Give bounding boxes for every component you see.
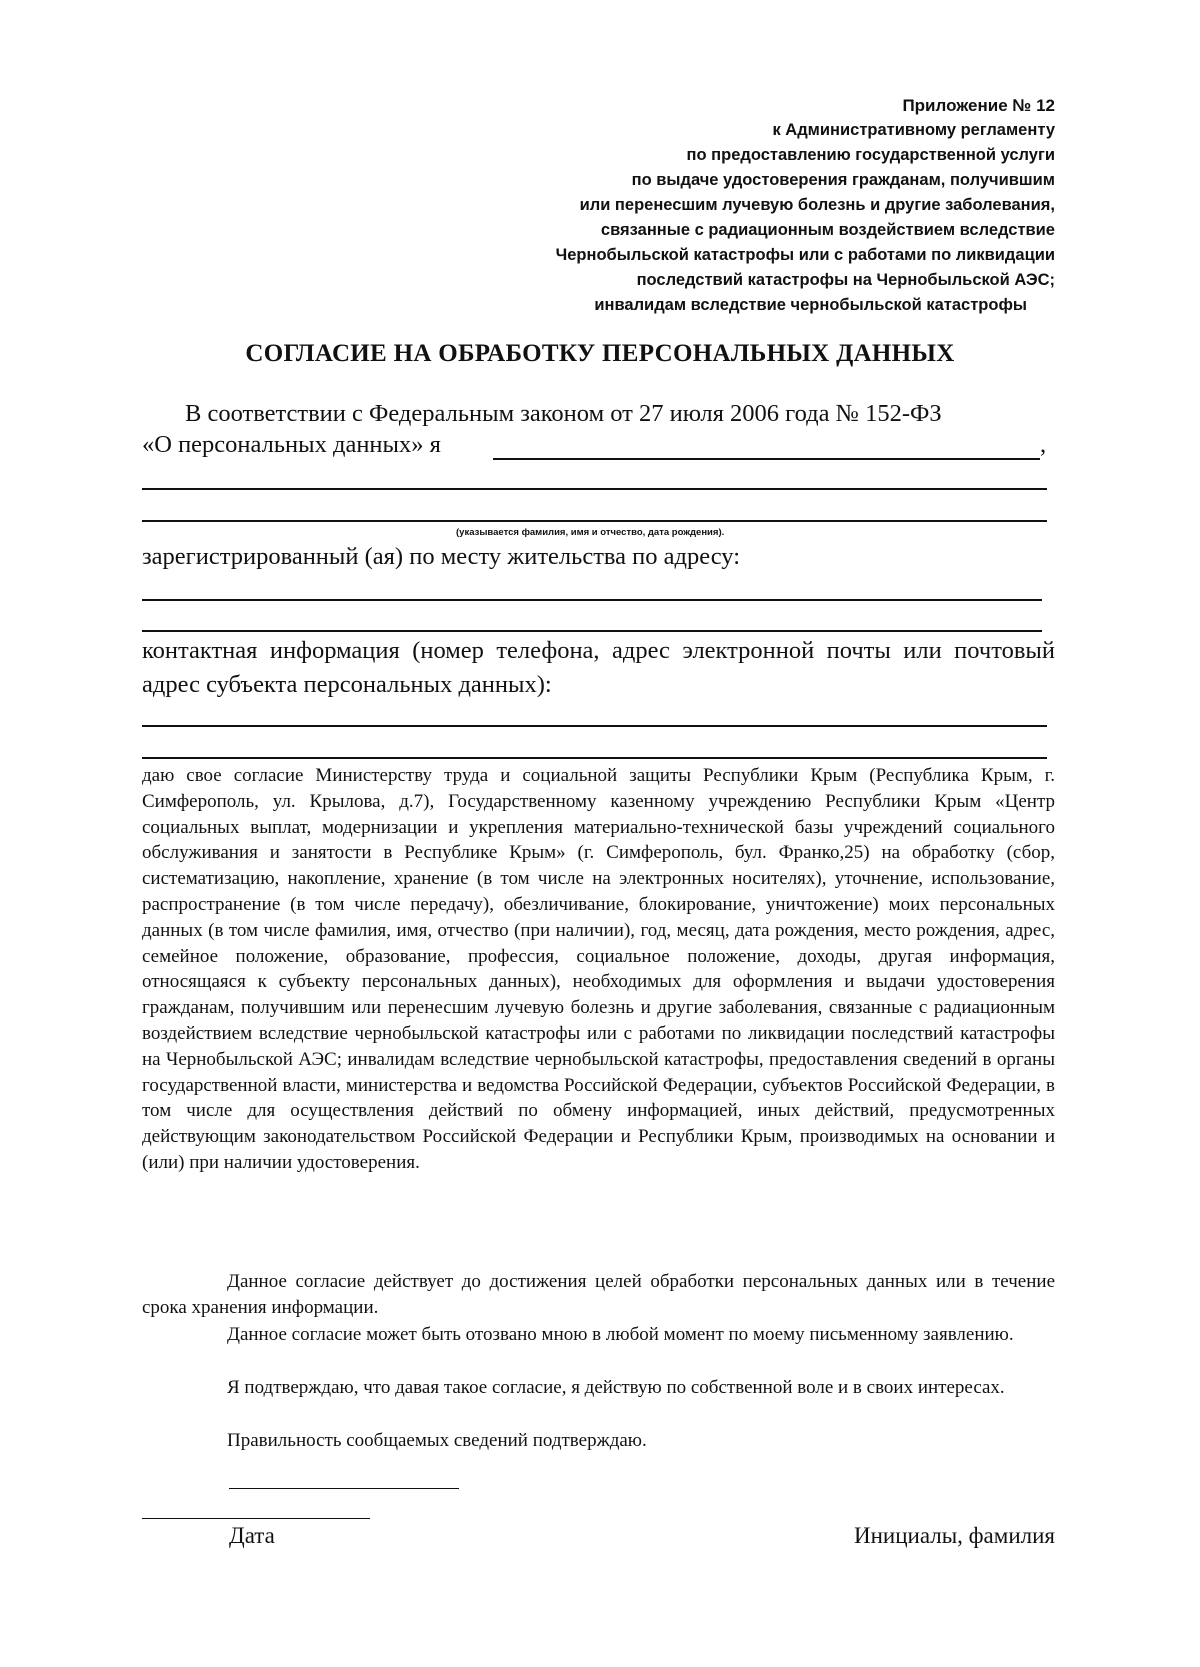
intro-line-1: В соответствии с Федеральным законом от 27 июля 2006 года № 152-ФЗ xyxy=(185,400,942,427)
date-label: Дата xyxy=(229,1523,275,1548)
full-name-line-2[interactable] xyxy=(142,488,1047,490)
header-line: Приложение № 12 xyxy=(902,96,1055,115)
full-name-line-3[interactable] xyxy=(142,520,1047,522)
free-will-paragraph: Я подтверждаю, что давая такое согласие, я действую по собственной воле и в своих интересах. xyxy=(227,1377,1005,1398)
header-line: по предоставлению государственной услуги xyxy=(686,146,1055,164)
appendix-header xyxy=(556,93,1055,318)
accuracy-paragraph: Правильность сообщаемых сведений подтверждаю. xyxy=(227,1430,647,1451)
header-line: последствий катастрофы на Чернобыльской АЭС; xyxy=(636,271,1055,289)
header-line: к Административному регламенту xyxy=(772,121,1055,139)
document-title: СОГЛАСИЕ НА ОБРАБОТКУ ПЕРСОНАЛЬНЫХ ДАННЫХ xyxy=(245,340,955,367)
intro-line-2-prefix: «О персональных данных» я xyxy=(142,431,441,458)
validity-paragraph: Данное согласие действует до достижения целей обработки персональных данных или в течение срока хранения информации. xyxy=(142,1271,1055,1318)
signature-line[interactable] xyxy=(229,1488,459,1489)
header-line: связанные с радиационным воздействием вследствие xyxy=(600,221,1055,239)
contact-label: контактная информация (номер телефона, адрес электронной почты или почтовый адрес субъекта персональных данных): xyxy=(142,637,1055,698)
date-line[interactable] xyxy=(142,1518,370,1519)
address-line-2[interactable] xyxy=(142,630,1042,632)
header-line: Чернобыльской катастрофы или с работами по ликвидации xyxy=(555,246,1055,264)
header-line: или перенесшим лучевую болезнь и другие заболевания, xyxy=(579,196,1055,214)
intro-line-2-suffix: , xyxy=(1040,431,1047,458)
header-line: по выдаче удостоверения гражданам, получившим xyxy=(631,171,1055,189)
name-caption: (указывается фамилия, имя и отчество, дата рождения). xyxy=(456,527,725,538)
registered-label: зарегистрированный (ая) по месту жительства по адресу: xyxy=(142,543,741,570)
revoke-paragraph: Данное согласие может быть отозвано мною в любой момент по моему письменному заявлению. xyxy=(227,1324,1014,1345)
consent-paragraph: даю свое согласие Министерству труда и социальной защиты Республики Крым (Республика Крым, г. Симферополь, ул. Крылова, д.7), Государственному казенному учреждению Республики Крым «Центр социальных выплат, модернизации и укрепления материально-технической базы учреждений социального обслуживания и занятости в Республике Крым» (г. Симферополь, бул. Франко,25) на обработку (сбор, систематизацию, накопление, хранение (в том числе на электронных носителях), уточнение, использование, распространение (в том числе передачу), обезличивание, блокирование, уничтожение) моих персональных данных (в том числе фамилия, имя, отчество (при наличии), год, месяц, дата рождения, место рождения, адрес, семейное положение, образование, профессия, социальное положение, доходы, другая информация, относящаяся к субъекту персональных данных), необходимых для оформления и выдачи удостоверения гражданам, получившим или перенесшим лучевую болезнь и другие заболевания, связанные с радиационным воздействием вследствие чернобыльской катастрофы или с работами по ликвидации последствий катастрофы на Чернобыльской АЭС; инвалидам вследствие чернобыльской катастрофы, предоставления сведений в органы государственной власти, министерства и ведомства Российской Федерации, субъектов Российской Федерации, в том числе для осуществления действий по обмену информацией, иных действий, предусмотренных действующим законодательством Российской Федерации и Республики Крым, производимых на основании и (или) при наличии удостоверения. xyxy=(142,765,1055,1173)
initials-label: Инициалы, фамилия xyxy=(853,1523,1055,1548)
address-line-1[interactable] xyxy=(142,599,1042,601)
contact-line-1[interactable] xyxy=(142,725,1047,727)
header-line: инвалидам вследствие чернобыльской катастрофы xyxy=(594,296,1027,314)
full-name-line-1[interactable] xyxy=(493,458,1040,460)
contact-line-2[interactable] xyxy=(142,757,1047,759)
